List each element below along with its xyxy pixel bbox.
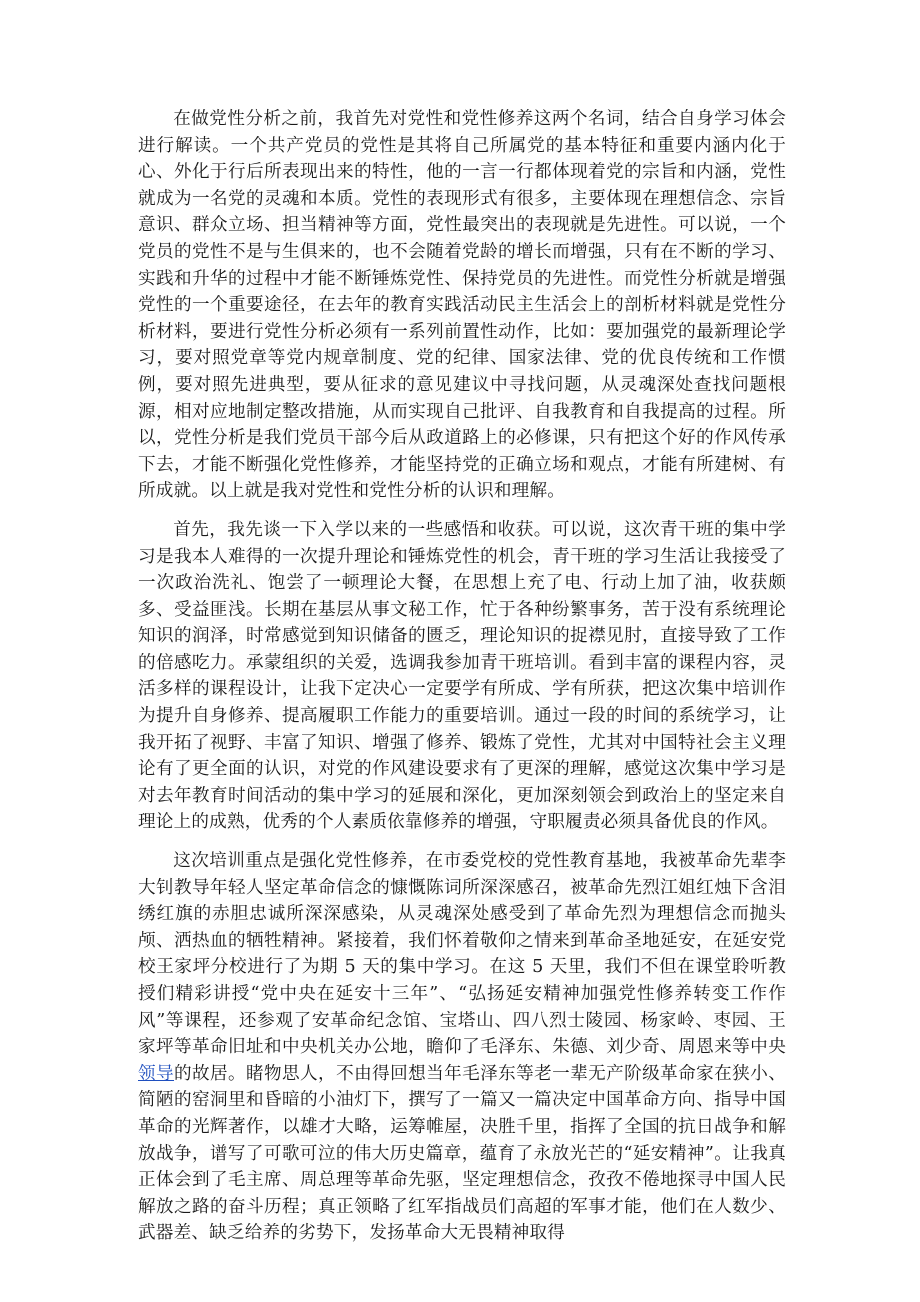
document-page: [138, 106, 786, 1292]
paragraph-text-after-link: 的故居。睹物思人，不由得回想当年毛泽东等老一辈无产阶级革命家在狭小、简陋的窑洞里和昏暗的小油灯下，撰写了一篇又一篇决定中国革命方向、指导中国革命的光辉著作，以雄才大略，运筹帷屋，决胜千里，指挥了全国的抗日战争和解放战争，谱写了可歌可泣的伟大历史篇章，蕴育了永放光芒的“延安精神”。让我真正体会到了毛主席、周总理等革命先驱，坚定理想信念，孜孜不倦地探寻中国人民解放之路的奋斗历程；真正领略了红军指战员们高超的军事才能，他们在人数少、武器差、缺乏给养的劣势下，发扬革命大无畏精神取得: [138, 1063, 786, 1244]
paragraph-text-before-link: 这次培训重点是强化党性修养，在市委党校的党性教育基地，我被革命先辈李大钊教导年轻人坚定革命信念的慷慨陈词所深深感召，被革命先烈江姐红烛下含泪绣红旗的赤胆忠诚所深深感染，从灵魂深处感受到了革命先烈为理想信念而抛头颅、洒热血的牺牲精神。紧接着，我们怀着敬仰之情来到革命圣地延安，在延安党校王家坪分校进行了为期 5 天的集中学习。在这 5 天里，我们不但在课堂聆听教授们精彩讲授“党中央在延安十三年”、“弘扬延安精神加强党性修养转变工作作风”等课程，还参观了安革命纪念馆、宝塔山、四八烈士陵园、杨家岭、枣园、王家坪等革命旧址和中央机关办公地，瞻仰了毛泽东、朱德、刘少奇、周恩来等中央: [138, 851, 786, 1058]
paragraph-training-focus: [138, 848, 786, 1247]
paragraph-insights-and-gains: 首先，我先谈一下入学以来的一些感悟和收获。可以说，这次青干班的集中学习是我本人难得的一次提升理论和锤炼党性的机会，青干班的学习生活让我接受了一次政治洗礼、饱尝了一顿理论大餐，在思想上充了电、行动上加了油，收获颇多、受益匪浅。长期在基层从事文秘工作，忙于各种纷繁事务，苦于没有系统理论知识的润泽，时常感觉到知识储备的匮乏，理论知识的捉襟见肘，直接导致了工作的倍感吃力。承蒙组织的关爱，选调我参加青干班培训。看到丰富的课程内容，灵活多样的课程设计，让我下定决心一定要学有所成、学有所获，把这次集中培训作为提升自身修养、提高履职工作能力的重要培训。通过一段的时间的系统学习，让我开拓了视野、丰富了知识、增强了修养、锻炼了党性，尤其对中国特社会主义理论有了更全面的认识，对党的作风建设要求有了更深的理解，感觉这次集中学习是对去年教育时间活动的集中学习的延展和深化，更加深刻领会到政治上的坚定来自理论上的成熟，优秀的个人素质依靠修养的增强，守职履责必须具备优良的作风。: [138, 519, 786, 833]
leadership-link[interactable]: 领导: [138, 1063, 175, 1084]
paragraph-party-spirit-analysis: 在做党性分析之前，我首先对党性和党性修养这两个名词，结合自身学习体会进行解读。一个共产党员的党性是其将自己所属党的基本特征和重要内涵内化于心、外化于行后所表现出来的特性，他的一言一行都体现着党的宗旨和内涵，党性就成为一名党的灵魂和本质。党性的表现形式有很多，主要体现在理想信念、宗旨意识、群众立场、担当精神等方面，党性最突出的表现就是先进性。可以说，一个党员的党性不是与生俱来的，也不会随着党龄的增长而增强，只有在不断的学习、实践和升华的过程中才能不断锤炼党性、保持党员的先进性。而党性分析就是增强党性的一个重要途径，在去年的教育实践活动民主生活会上的剖析材料就是党性分析材料，要进行党性分析必须有一系列前置性动作，比如：要加强党的最新理论学习，要对照党章等党内规章制度、党的纪律、国家法律、党的优良传统和工作惯例，要对照先进典型，要从征求的意见建议中寻找问题，从灵魂深处查找问题根源，相对应地制定整改措施，从而实现自己批评、自我教育和自我提高的过程。所以，党性分析是我们党员干部今后从政道路上的必修课，只有把这个好的作风传承下去，才能不断强化党性修养，才能坚持党的正确立场和观点，才能有所建树、有所成就。以上就是我对党性和党性分析的认识和理解。: [138, 109, 786, 502]
